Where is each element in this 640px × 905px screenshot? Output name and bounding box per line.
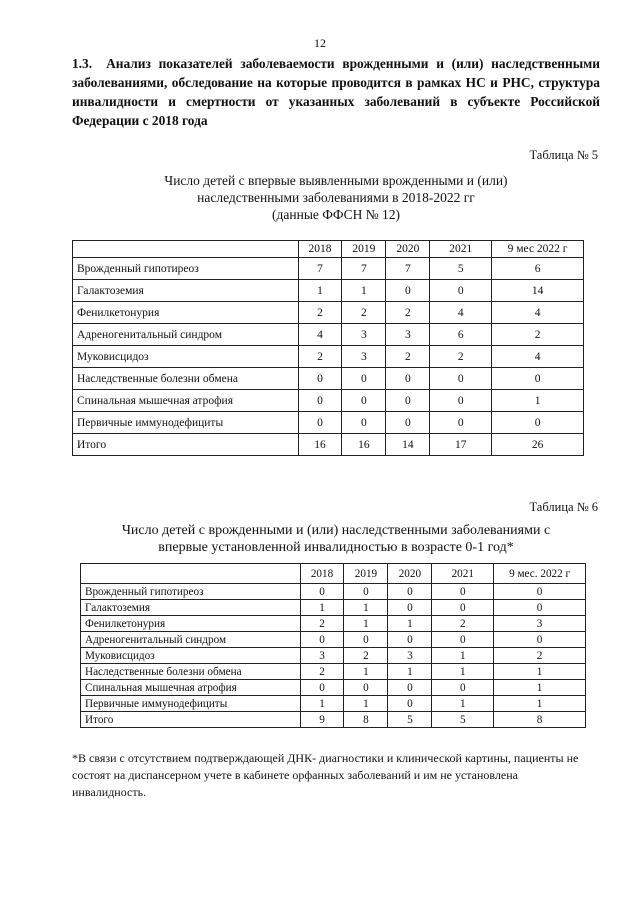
table-row [73, 434, 584, 456]
table-header-row [73, 241, 584, 258]
row-label-cell: Фенилкетонурия [73, 302, 299, 324]
table-cell: 0 [492, 368, 584, 390]
table-row [73, 346, 584, 368]
table-cell: 0 [342, 368, 386, 390]
row-label-cell: Итого [81, 712, 301, 728]
table6-title [72, 522, 600, 556]
table-cell: 0 [388, 632, 432, 648]
table-cell: 1 [344, 600, 388, 616]
table-cell: 2 [430, 346, 492, 368]
table-cell: 0 [494, 632, 586, 648]
row-label-cell: Первичные иммунодефициты [73, 412, 299, 434]
table-cell: 2 [300, 616, 344, 632]
table-cell: 0 [494, 600, 586, 616]
table-cell: 2 [300, 664, 344, 680]
table6 [80, 563, 586, 728]
table-header-cell [81, 564, 301, 584]
table-cell: 6 [430, 324, 492, 346]
table-cell: 0 [430, 368, 492, 390]
table-cell: 16 [342, 434, 386, 456]
table5-title-line3: (данные ФФСН № 12) [272, 207, 400, 222]
table-row [73, 390, 584, 412]
table-cell: 0 [432, 584, 494, 600]
table-cell: 0 [298, 368, 342, 390]
table-cell: 2 [386, 302, 430, 324]
row-label-cell: Галактоземия [73, 280, 299, 302]
table-header-cell: 2019 [342, 241, 386, 258]
table-header-cell: 2021 [432, 564, 494, 584]
table5-title-line2: наследственными заболеваниями в 2018-2022 гг [197, 190, 475, 205]
table-cell: 1 [298, 280, 342, 302]
table-cell: 0 [388, 600, 432, 616]
table-cell: 1 [494, 696, 586, 712]
row-label-cell: Галактоземия [81, 600, 301, 616]
table-row [81, 680, 586, 696]
table-header-cell [73, 241, 299, 258]
table-cell: 0 [298, 390, 342, 412]
table-cell: 1 [344, 664, 388, 680]
table-cell: 2 [494, 648, 586, 664]
table-cell: 7 [298, 258, 342, 280]
table-row [81, 584, 586, 600]
table-cell: 1 [432, 664, 494, 680]
table-row [73, 302, 584, 324]
table-cell: 0 [386, 412, 430, 434]
row-label-cell: Спинальная мышечная атрофия [73, 390, 299, 412]
table-cell: 4 [430, 302, 492, 324]
table-cell: 1 [300, 696, 344, 712]
table-row [81, 648, 586, 664]
table-cell: 0 [344, 584, 388, 600]
table-cell: 0 [494, 584, 586, 600]
table-cell: 0 [300, 632, 344, 648]
row-label-cell: Фенилкетонурия [81, 616, 301, 632]
table-cell: 2 [298, 302, 342, 324]
table5-label: Таблица № 5 [529, 148, 598, 162]
table-cell: 8 [344, 712, 388, 728]
table-cell: 6 [492, 258, 584, 280]
table-cell: 0 [432, 680, 494, 696]
table-cell: 3 [494, 616, 586, 632]
section-title: Анализ показателей заболеваемости врожденными и (или) наследственными заболеваниями, обследование на которые проводится в рамках НС и РНС, структура инвалидности и смертности от указанных заболеваний в субъекте Российской Федерации с 2018 года [72, 56, 600, 128]
table-cell: 1 [388, 664, 432, 680]
table-cell: 2 [492, 324, 584, 346]
table-cell: 5 [432, 712, 494, 728]
table-cell: 14 [386, 434, 430, 456]
footnote: *В связи с отсутствием подтверждающей ДНК- диагностики и клинической картины, пациенты не состоят на диспансерном учете в кабинете орфанных заболеваний и им не установлена инвалидность. [72, 751, 579, 799]
table-cell: 0 [300, 680, 344, 696]
row-label-cell: Адреногенитальный синдром [81, 632, 301, 648]
table-row [81, 664, 586, 680]
section-heading [72, 54, 600, 130]
table-cell: 16 [298, 434, 342, 456]
page-number: 12 [314, 36, 326, 50]
table-cell: 1 [492, 390, 584, 412]
table-cell: 2 [298, 346, 342, 368]
table-row [81, 696, 586, 712]
table-cell: 0 [388, 680, 432, 696]
table-cell: 0 [344, 632, 388, 648]
table-cell: 7 [386, 258, 430, 280]
table-cell: 5 [388, 712, 432, 728]
row-label-cell: Адреногенитальный синдром [73, 324, 299, 346]
table-header-cell: 2019 [344, 564, 388, 584]
table-row [73, 368, 584, 390]
table-header-cell: 2018 [298, 241, 342, 258]
table-cell: 9 [300, 712, 344, 728]
table-cell: 4 [298, 324, 342, 346]
table5-title-line1: Число детей с впервые выявленными врожденными и (или) [164, 173, 508, 188]
table-cell: 1 [342, 280, 386, 302]
table-cell: 8 [494, 712, 586, 728]
table-cell: 0 [386, 280, 430, 302]
table-header-cell: 2020 [386, 241, 430, 258]
table-cell: 5 [430, 258, 492, 280]
row-label-cell: Врожденный гипотиреоз [81, 584, 301, 600]
table-cell: 2 [344, 648, 388, 664]
table-cell: 0 [300, 584, 344, 600]
table-cell: 1 [388, 616, 432, 632]
table-cell: 0 [386, 368, 430, 390]
table-cell: 17 [430, 434, 492, 456]
table-cell: 26 [492, 434, 584, 456]
row-label-cell: Первичные иммунодефициты [81, 696, 301, 712]
table-header-cell: 9 мес. 2022 г [494, 564, 586, 584]
table-row [73, 412, 584, 434]
table-cell: 0 [430, 412, 492, 434]
table-cell: 4 [492, 302, 584, 324]
table-cell: 1 [300, 600, 344, 616]
table-header-cell: 2020 [388, 564, 432, 584]
table-cell: 2 [386, 346, 430, 368]
table-row [73, 258, 584, 280]
table-cell: 0 [388, 696, 432, 712]
table-row [81, 632, 586, 648]
section-number: 1.3. [72, 56, 93, 71]
table6-label: Таблица № 6 [529, 500, 598, 514]
table-cell: 1 [494, 680, 586, 696]
row-label-cell: Наследственные болезни обмена [73, 368, 299, 390]
row-label-cell: Муковисцидоз [81, 648, 301, 664]
table-cell: 2 [432, 616, 494, 632]
table-cell: 0 [432, 600, 494, 616]
row-label-cell: Муковисцидоз [73, 346, 299, 368]
table-cell: 7 [342, 258, 386, 280]
table-cell: 1 [344, 616, 388, 632]
table-row [81, 600, 586, 616]
table-cell: 3 [300, 648, 344, 664]
table-cell: 3 [342, 324, 386, 346]
table-cell: 3 [388, 648, 432, 664]
table-row [81, 712, 586, 728]
table-cell: 0 [432, 632, 494, 648]
table5-title [72, 172, 600, 223]
table-row [81, 616, 586, 632]
table-cell: 3 [342, 346, 386, 368]
table-cell: 0 [342, 412, 386, 434]
row-label-cell: Спинальная мышечная атрофия [81, 680, 301, 696]
row-label-cell: Итого [73, 434, 299, 456]
table-row [73, 280, 584, 302]
table-cell: 1 [432, 648, 494, 664]
table6-title-line2: впервые установленной инвалидностью в возрасте 0-1 год* [158, 540, 514, 555]
table-cell: 1 [344, 696, 388, 712]
row-label-cell: Врожденный гипотиреоз [73, 258, 299, 280]
table-cell: 0 [492, 412, 584, 434]
table-cell: 1 [494, 664, 586, 680]
table-header-cell: 2018 [300, 564, 344, 584]
table6-title-line1: Число детей с врожденными и (или) наследственными заболеваниями с [121, 523, 551, 538]
table-cell: 0 [344, 680, 388, 696]
table-cell: 0 [430, 390, 492, 412]
table-cell: 3 [386, 324, 430, 346]
table-cell: 0 [430, 280, 492, 302]
table-header-row [81, 564, 586, 584]
table-header-cell: 9 мес 2022 г [492, 241, 584, 258]
table-cell: 0 [386, 390, 430, 412]
table-cell: 2 [342, 302, 386, 324]
table-cell: 0 [298, 412, 342, 434]
table-row [73, 324, 584, 346]
table-cell: 1 [432, 696, 494, 712]
table-cell: 14 [492, 280, 584, 302]
table-cell: 0 [342, 390, 386, 412]
table-cell: 0 [388, 584, 432, 600]
table5 [72, 240, 584, 456]
table-cell: 4 [492, 346, 584, 368]
row-label-cell: Наследственные болезни обмена [81, 664, 301, 680]
table-header-cell: 2021 [430, 241, 492, 258]
